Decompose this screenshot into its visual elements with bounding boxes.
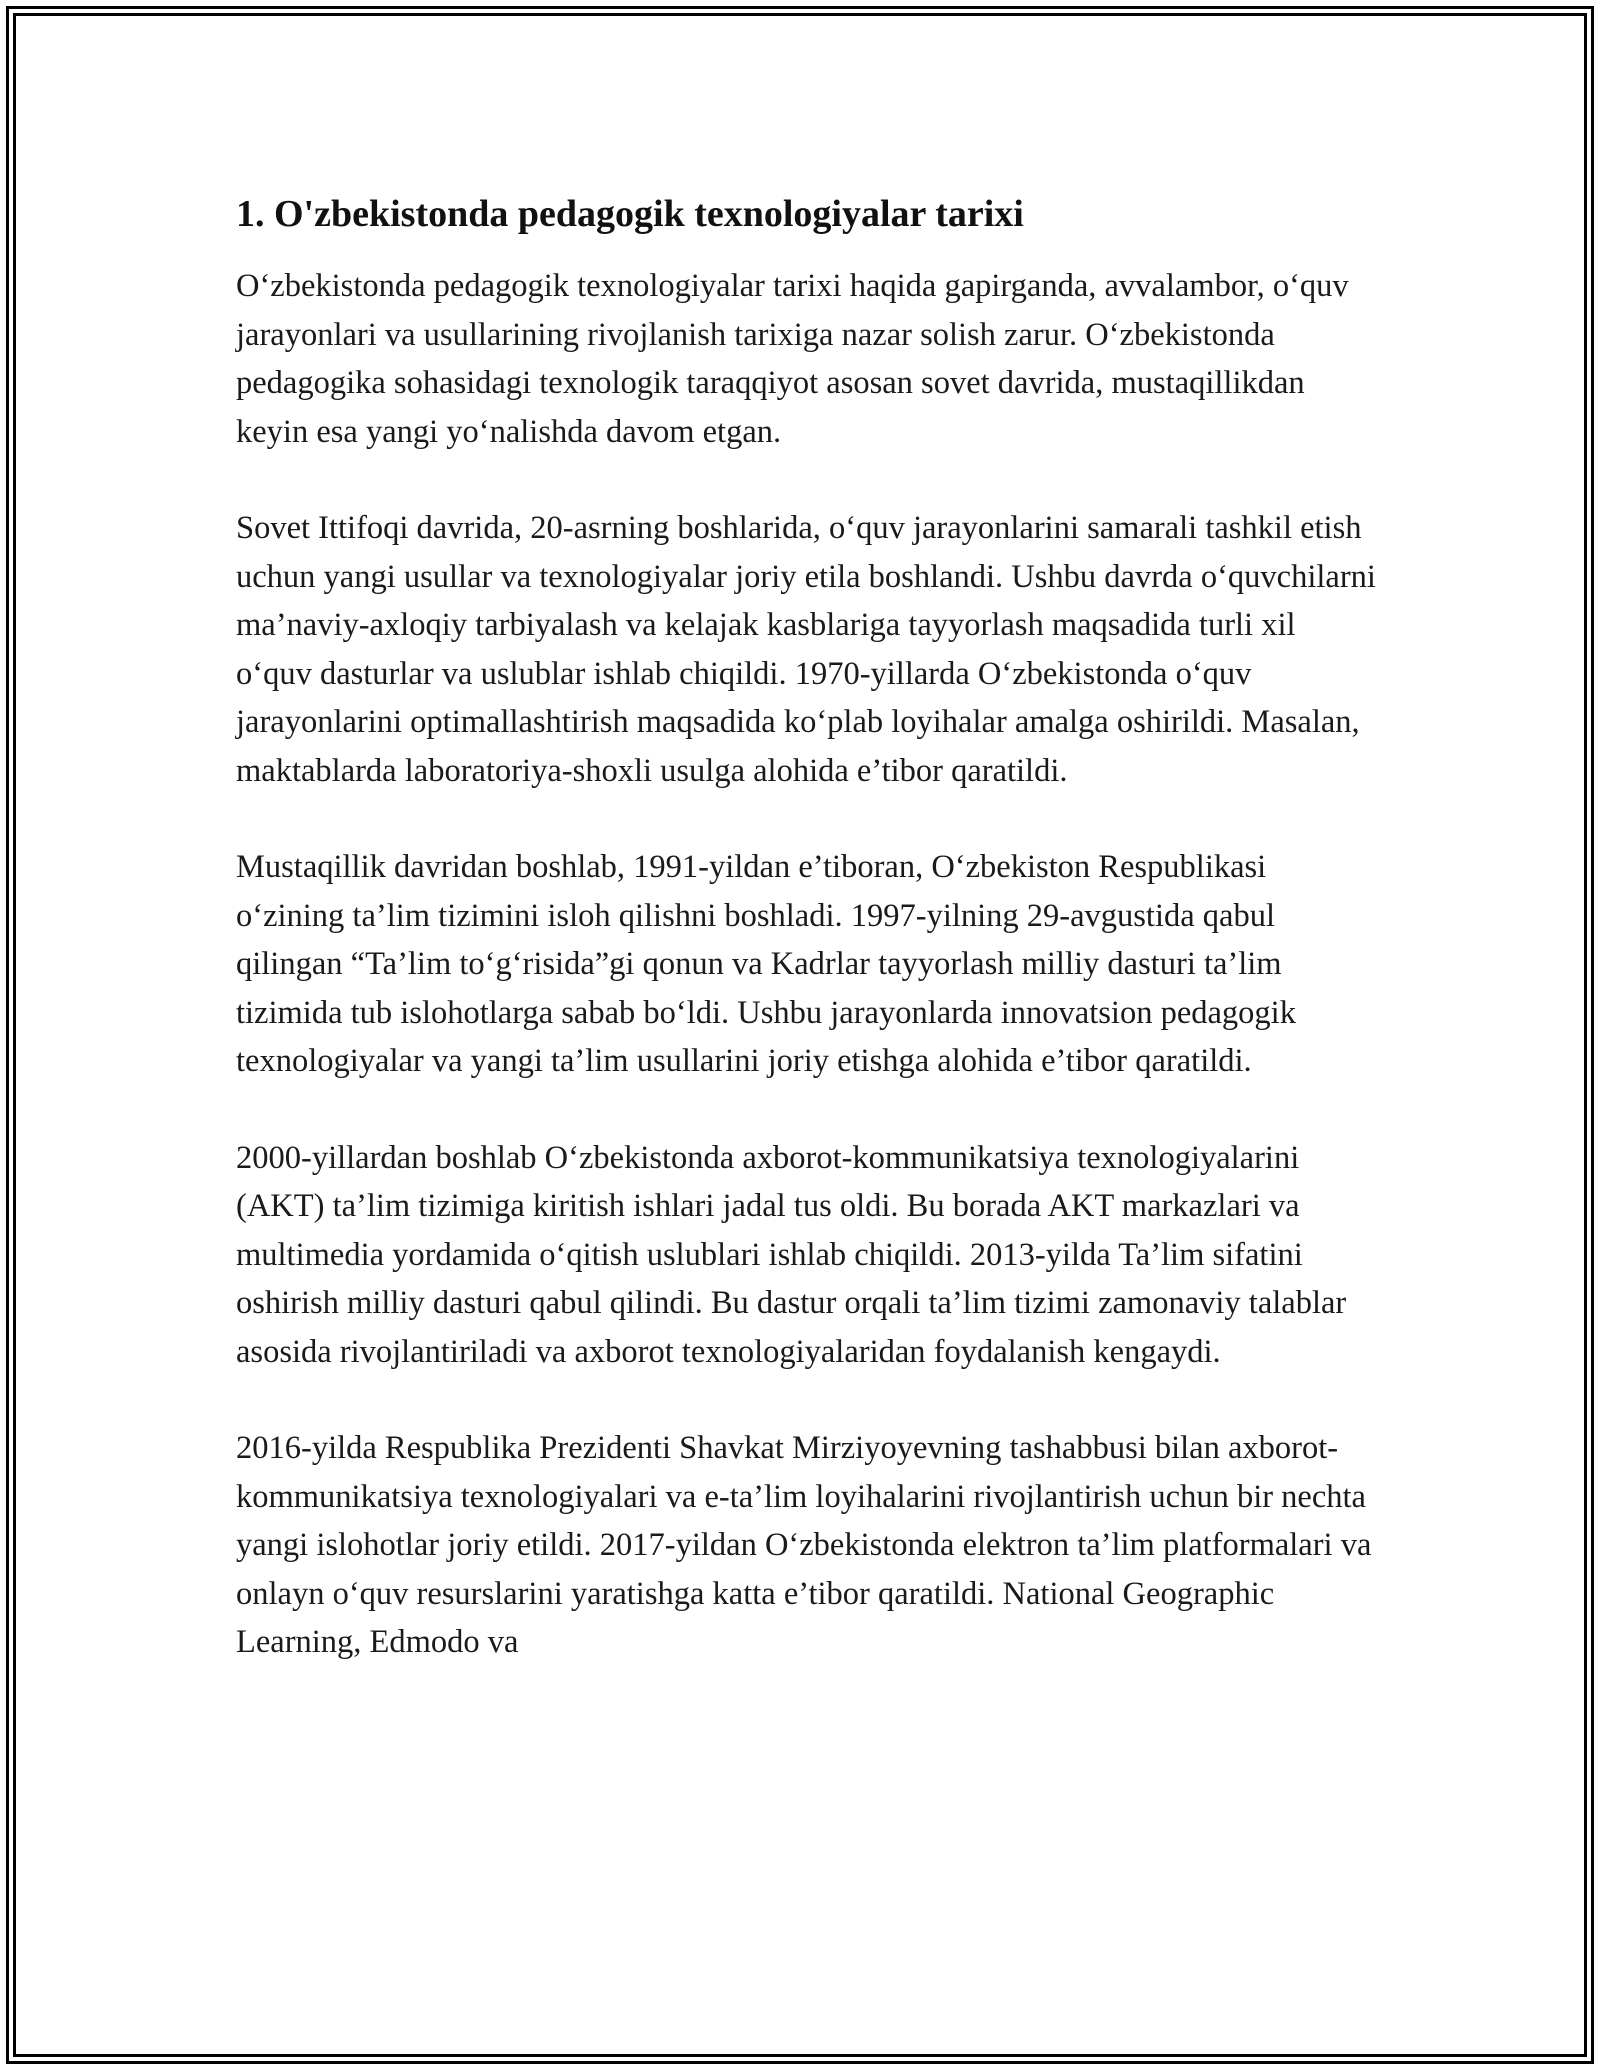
document-body xyxy=(236,190,1376,1667)
paragraph-intro: O‘zbekistonda pedagogik texnologiyalar tarixi haqida gapirganda, avvalambor, o‘quv jarayonlari va usullarining rivojlanish tarixiga nazar solish zarur. O‘zbekistonda pedagogika sohasidagi texnologik taraqqiyot asosan sovet davrida, mustaqillikdan keyin esa yangi yo‘nalishda davom etgan. xyxy=(236,268,1349,450)
section-heading: 1. O'zbekistonda pedagogik texnologiyalar tarixi xyxy=(236,193,1024,235)
paragraph-soviet-era: Sovet Ittifoqi davrida, 20-asrning boshlarida, o‘quv jarayonlarini samarali tashkil etish uchun yangi usullar va texnologiyalar joriy etila boshlandi. Ushbu davrda o‘quvchilarni ma’naviy-axloqiy tarbiyalash va kelajak kasblariga tayyorlash maqsadida turli xil o‘quv dasturlar va uslublar ishlab chiqildi. 1970-yillarda O‘zbekistonda o‘quv jarayonlarini optimallashtirish maqsadida ko‘plab loyihalar amalga oshirildi. Masalan, maktablarda laboratoriya-shoxli usulga alohida e’tibor qaratildi. xyxy=(236,510,1376,789)
paragraph-ict-2000s: 2000-yillardan boshlab O‘zbekistonda axborot-kommunikatsiya texnologiyalarini (AKT) ta’lim tizimiga kiritish ishlari jadal tus oldi. Bu borada AKT markazlari va multimedia yordamida o‘qitish uslublari ishlab chiqildi. 2013-yilda Ta’lim sifatini oshirish milliy dasturi qabul qilindi. Bu dastur orqali ta’lim tizimi zamonaviy talablar asosida rivojlantiriladi va axborot texnologiyalaridan foydalanish kengaydi. xyxy=(236,1139,1347,1370)
paragraph-reforms-2016: 2016-yilda Respublika Prezidenti Shavkat Mirziyoyevning tashabbusi bilan axborot-kommunikatsiya texnologiyalari va e-ta’lim loyihalarini rivojlantirish uchun bir nechta yangi islohotlar joriy etildi. 2017-yildan O‘zbekistonda elektron ta’lim platformalari va onlayn o‘quv resurslarini yaratishga katta e’tibor qaratildi. National Geographic Learning, Edmodo va xyxy=(236,1430,1372,1660)
paragraph-independence-era: Mustaqillik davridan boshlab, 1991-yildan e’tiboran, O‘zbekiston Respublikasi o‘zining ta’lim tizimini isloh qilishni boshladi. 1997-yilning 29-avgustida qabul qilingan “Ta’lim to‘g‘risida”gi qonun va Kadrlar tayyorlash milliy dasturi ta’lim tizimida tub islohotlarga sabab bo‘ldi. Ushbu jarayonlarda innovatsion pedagogik texnologiyalar va yangi ta’lim usullarini joriy etishga alohida e’tibor qaratildi. xyxy=(236,849,1296,1079)
